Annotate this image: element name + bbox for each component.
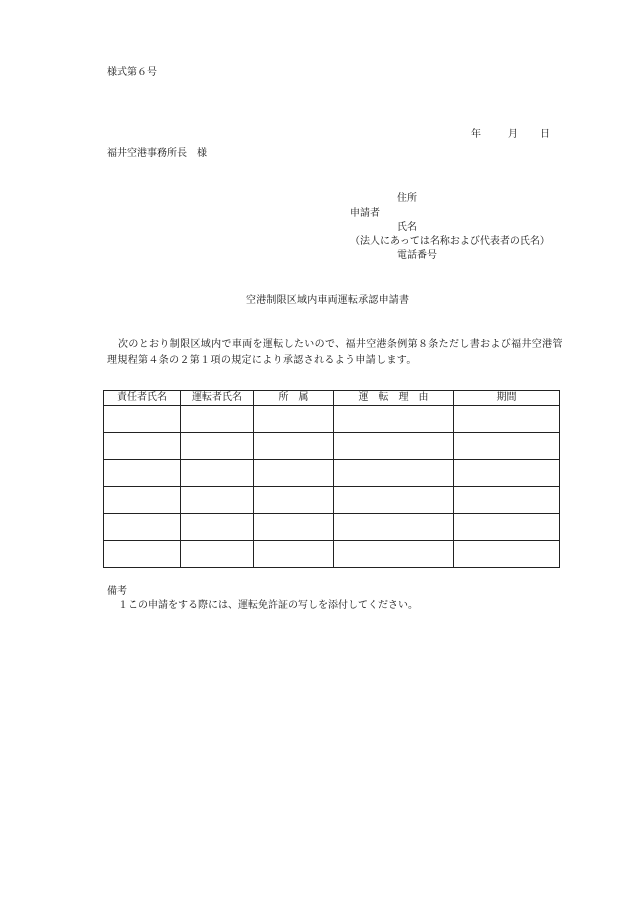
table-cell[interactable] bbox=[104, 514, 181, 541]
body-paragraph: 次のとおり制限区域内で車両を運転したいので、福井空港条例第８条ただし書および福井空港管理規程第４条の２第１項の規定により承認されるよう申請します。 bbox=[107, 339, 563, 366]
table-cell[interactable] bbox=[454, 433, 560, 460]
addressee: 福井空港事務所長 様 bbox=[107, 148, 207, 159]
application-table bbox=[103, 390, 560, 568]
table-header-row bbox=[104, 391, 560, 406]
applicant-name-label: 氏名 bbox=[397, 222, 417, 233]
header-responsible-person: 責任者氏名 bbox=[104, 391, 181, 406]
table-cell[interactable] bbox=[334, 406, 454, 433]
table-cell[interactable] bbox=[254, 487, 334, 514]
table-cell[interactable] bbox=[454, 406, 560, 433]
table-cell[interactable] bbox=[334, 433, 454, 460]
table-cell[interactable] bbox=[334, 460, 454, 487]
table-cell[interactable] bbox=[181, 406, 254, 433]
header-driving-reason: 運 転 理 由 bbox=[334, 391, 454, 406]
header-driver-name: 運転者氏名 bbox=[181, 391, 254, 406]
table-cell[interactable] bbox=[454, 541, 560, 568]
document-title: 空港制限区域内車両運転承認申請書 bbox=[246, 295, 410, 306]
table-cell[interactable] bbox=[254, 541, 334, 568]
date-month-label: 月 bbox=[508, 129, 518, 140]
table-cell[interactable] bbox=[254, 406, 334, 433]
table-cell[interactable] bbox=[181, 433, 254, 460]
remarks-label: 備考 bbox=[107, 586, 127, 597]
table-cell[interactable] bbox=[181, 487, 254, 514]
header-affiliation: 所 属 bbox=[254, 391, 334, 406]
applicant-address-label: 住所 bbox=[397, 193, 417, 204]
table-cell[interactable] bbox=[181, 541, 254, 568]
table-row bbox=[104, 460, 560, 487]
table-row bbox=[104, 487, 560, 514]
table-cell[interactable] bbox=[334, 514, 454, 541]
table-cell[interactable] bbox=[104, 406, 181, 433]
table-row bbox=[104, 514, 560, 541]
table-cell[interactable] bbox=[454, 460, 560, 487]
table-cell[interactable] bbox=[254, 514, 334, 541]
table-cell[interactable] bbox=[454, 487, 560, 514]
applicant-label: 申請者 bbox=[350, 208, 380, 219]
table-row bbox=[104, 406, 560, 433]
table-cell[interactable] bbox=[334, 487, 454, 514]
table-cell[interactable] bbox=[254, 433, 334, 460]
applicant-name-note: （法人にあっては名称および代表者の氏名） bbox=[350, 236, 550, 247]
table-cell[interactable] bbox=[104, 460, 181, 487]
date-day-label: 日 bbox=[540, 129, 550, 140]
applicant-phone-label: 電話番号 bbox=[397, 250, 437, 261]
table-cell[interactable] bbox=[334, 541, 454, 568]
table-cell[interactable] bbox=[181, 514, 254, 541]
date-year-label: 年 bbox=[471, 129, 481, 140]
form-number: 様式第６号 bbox=[107, 67, 157, 78]
table-cell[interactable] bbox=[181, 460, 254, 487]
table-cell[interactable] bbox=[454, 514, 560, 541]
header-period: 期間 bbox=[454, 391, 560, 406]
table-cell[interactable] bbox=[254, 460, 334, 487]
table-cell[interactable] bbox=[104, 541, 181, 568]
table-row bbox=[104, 541, 560, 568]
date-line bbox=[471, 129, 550, 141]
table-row bbox=[104, 433, 560, 460]
remarks-item: １この申請をする際には、運転免許証の写しを添付してください。 bbox=[118, 600, 418, 611]
table-cell[interactable] bbox=[104, 433, 181, 460]
table-cell[interactable] bbox=[104, 487, 181, 514]
